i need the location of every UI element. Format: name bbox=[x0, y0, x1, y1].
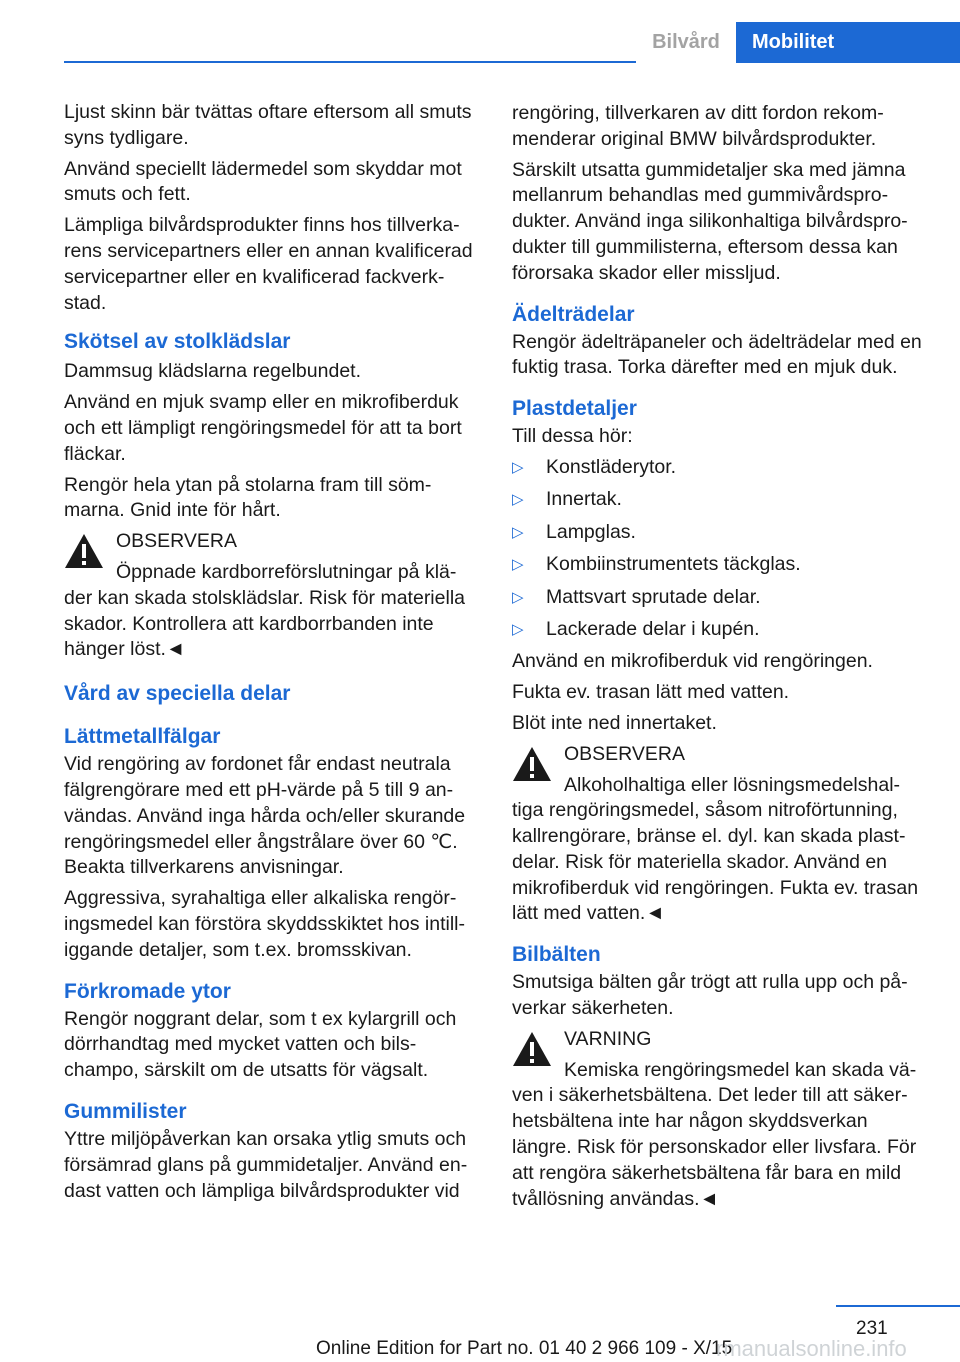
list-item: ▷ Mattsvart sprutade delar. bbox=[512, 585, 932, 611]
paragraph: Lämpliga bilvårdsprodukter finns hos tillverka-rens servicepartners eller en annan kvalificerad servicepartner eller en kvalificerad fackverk-stad. bbox=[64, 214, 473, 314]
paragraph: Blöt inte ned innertaket. bbox=[512, 711, 717, 734]
paragraph: Yttre miljöpåverkan kan orsaka ytlig smuts och försämrad glans på gummidetaljer. Använd en-dast vatten och lämpliga bilvårdsprodukter vid bbox=[64, 1127, 468, 1202]
caution-text: tiga rengöringsmedel, såsom nitroförtunning, kallrengörare, bränse el. dyl. kan skada plast-delar. Risk för materiella skador. Använd en mikrofiberduk vid rengöringen. Fukta ev. trasan lätt med vatten.◄ bbox=[512, 799, 919, 925]
header-tab-mobilitet: Mobilitet bbox=[736, 22, 960, 63]
subheading-forkromade-ytor: Förkromade ytor bbox=[64, 979, 231, 1003]
paragraph: Smutsiga bälten går trögt att rulla upp och på-verkar säkerheten. bbox=[512, 971, 908, 1020]
paragraph: Till dessa hör: bbox=[512, 425, 633, 448]
paragraph: Vid rengöring av fordonet får endast neutrala fälgrengörare med ett pH-värde på 5 till 9 an-vändas. Använd inga hårda och/eller skurande rengöringsmedel eller ångstrålare över 60 ℃. Beakta tillverkarens anvisningar. bbox=[64, 753, 466, 879]
triangle-bullet-icon: ▷ bbox=[512, 588, 524, 606]
paragraph: Rengör hela ytan på stolarna fram till söm-marna. Gnid inte för hårt. bbox=[64, 473, 432, 522]
right-column bbox=[512, 101, 932, 1220]
caution-title: OBSERVERA bbox=[564, 742, 686, 765]
triangle-bullet-icon: ▷ bbox=[512, 620, 524, 638]
warning-triangle-icon bbox=[512, 1031, 552, 1067]
paragraph: rengöring, tillverkaren av ditt fordon rekom-menderar original BMW bilvårdsprodukter. bbox=[512, 102, 884, 150]
paragraph: Använd speciellt lädermedel som skyddar mot smuts och fett. bbox=[64, 157, 462, 206]
paragraph: Använd en mjuk svamp eller en mikrofiberduk och ett lämpligt rengöringsmedel för att ta bort fläckar. bbox=[64, 391, 462, 465]
paragraph: Aggressiva, syrahaltiga eller alkaliska rengör-ingsmedel kan förstöra skyddsskiktet hos intill-iggande detaljer, som t.ex. bromsskivan. bbox=[64, 887, 465, 961]
warning-text-first: Kemiska rengöringsmedel kan skada vä- bbox=[564, 1058, 917, 1081]
warning-text: ven i säkerhetsbältena. Det leder till att säker-hetsbältena inte har någon skyddsverkan längre. Risk för personskador eller livsfara. För att rengöra säkerhetsbältena får bara en mild tvållösning användas.◄ bbox=[512, 1084, 917, 1210]
triangle-bullet-icon: ▷ bbox=[512, 458, 524, 476]
list-item: ▷ Innertak. bbox=[512, 487, 932, 513]
triangle-bullet-icon: ▷ bbox=[512, 556, 524, 574]
paragraph: Rengör ädelträpaneler och ädelträdelar med en fuktig trasa. Torka därefter med en mjuk duk. bbox=[512, 330, 922, 379]
triangle-bullet-icon: ▷ bbox=[512, 491, 524, 509]
warning-triangle-icon bbox=[512, 746, 552, 782]
list-item: ▷ Lackerade delar i kupén. bbox=[512, 617, 932, 643]
section-heading-stolkladslar: Skötsel av stolklädslar bbox=[64, 330, 291, 354]
page-number: 231 bbox=[856, 1318, 888, 1339]
caution-notice bbox=[512, 742, 932, 928]
caution-text-first: Öppnade kardborreförslutningar på klä- bbox=[116, 560, 457, 583]
caution-text-first: Alkoholhaltiga eller lösningsmedelshal- bbox=[564, 773, 901, 796]
warning-triangle-icon bbox=[64, 533, 104, 569]
paragraph: Rengör noggrant delar, som t ex kylargrill och dörrhandtag med mycket vatten och bils-champo, särskilt om de utsatts för vägsalt. bbox=[64, 1007, 457, 1082]
section-heading-vard: Vård av speciella delar bbox=[64, 682, 291, 706]
paragraph: Använd en mikrofiberduk vid rengöringen. bbox=[512, 650, 873, 673]
footer-edition: Online Edition for Part no. 01 40 2 966 109 - X/15 bbox=[316, 1338, 733, 1359]
left-column bbox=[64, 100, 484, 1209]
caution-title: OBSERVERA bbox=[116, 530, 238, 553]
caution-text: der kan skada stolsklädslar. Risk för materiella skador. Kontrollera att kardborrbanden inte hänger löst.◄ bbox=[64, 586, 465, 661]
paragraph: Ljust skinn bär tvättas oftare eftersom all smuts syns tydligare. bbox=[64, 101, 472, 149]
caution-notice bbox=[64, 529, 484, 663]
subheading-bilbalten: Bilbälten bbox=[512, 943, 601, 967]
list-item: ▷ Konstläderytor. bbox=[512, 455, 932, 481]
list-item: ▷ Lampglas. bbox=[512, 520, 932, 546]
paragraph: Fukta ev. trasan lätt med vatten. bbox=[512, 681, 790, 704]
list-item: ▷ Kombiinstrumentets täckglas. bbox=[512, 552, 932, 578]
warning-title: VARNING bbox=[564, 1027, 652, 1050]
triangle-bullet-icon: ▷ bbox=[512, 523, 524, 541]
subheading-lattmetallfalgar: Lättmetallfälgar bbox=[64, 725, 221, 749]
subheading-gummilister: Gummilister bbox=[64, 1099, 187, 1123]
plast-list bbox=[512, 455, 932, 643]
paragraph: Särskilt utsatta gummidetaljer ska med jämna mellanrum behandlas med gummivårdspro-dukter. Använd inga silikonhaltiga bilvårdspro-dukter till gummilisterna, eftersom dessa kan förorsaka skador eller missljud. bbox=[512, 158, 908, 284]
warning-notice bbox=[512, 1027, 932, 1213]
subheading-adeltradelar: Ädelträdelar bbox=[512, 302, 635, 326]
footer-rule bbox=[836, 1305, 960, 1307]
header-tab-bilvard: Bilvård bbox=[636, 22, 736, 63]
subheading-plastdetaljer: Plastdetaljer bbox=[512, 397, 637, 421]
watermark: rmanualsonline.info bbox=[716, 1336, 907, 1361]
paragraph: Dammsug klädslarna regelbundet. bbox=[64, 360, 361, 383]
